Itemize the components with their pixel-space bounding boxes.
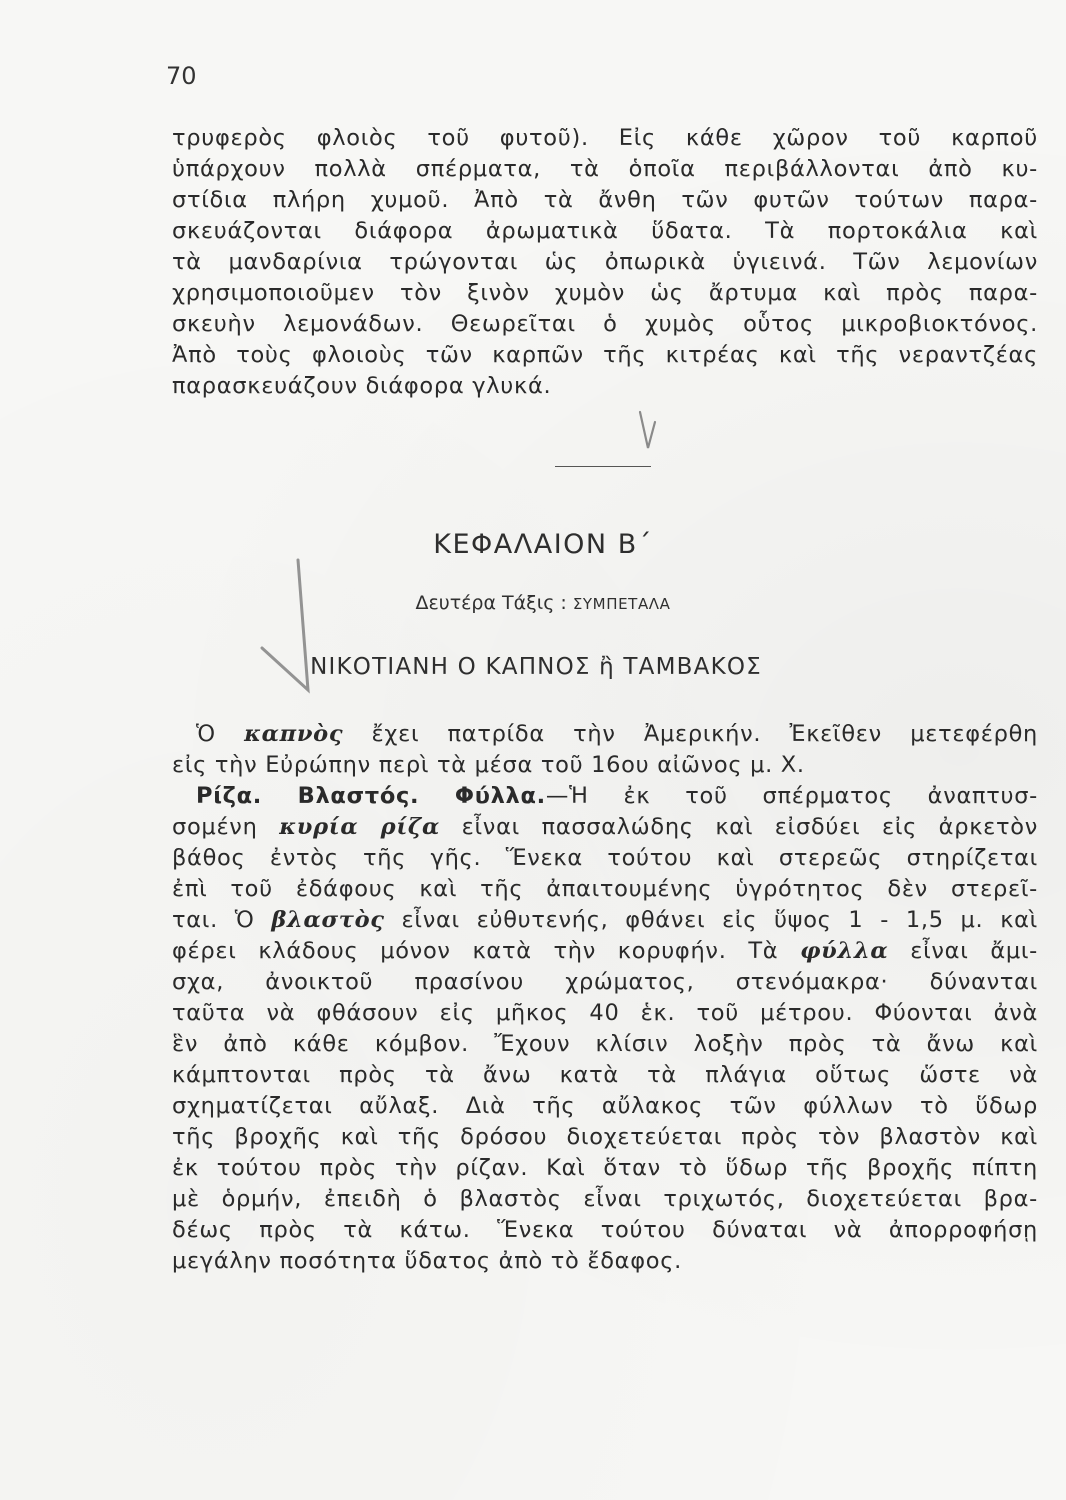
text-line: εἰς τὴν Εὐρώπην περὶ τὰ μέσα τοῦ 16ου αἰῶνος μ. Χ. (172, 752, 805, 778)
class-prefix: Δευτέρα Τάξις : (415, 592, 567, 614)
term-main-root: κυρία ρίζα (279, 814, 440, 840)
text-line: σκευάζονται διάφορα ἀρωματικὰ ὕδατα. Τὰ πορτοκάλια καὶ (172, 218, 1038, 244)
text-line (172, 812, 1038, 843)
text-run: φέρει κλάδους μόνον κατὰ τὴν κορυφήν. Τὰ (172, 938, 801, 964)
text-run: —Ἡ ἐκ τοῦ σπέρματος ἀναπτυσ- (545, 783, 1038, 809)
text-line (172, 936, 1038, 967)
text-line (172, 781, 1038, 812)
text-line (172, 719, 1038, 750)
text-line: τρυφερὸς φλοιὸς τοῦ φυτοῦ). Εἰς κάθε χῶρον τοῦ καρποῦ (172, 125, 1038, 151)
subheading-root-stem-leaves: Ρίζα. Βλαστός. Φύλλα. (196, 783, 546, 809)
text-run: Ὁ (196, 721, 245, 747)
class-subtitle (0, 592, 1066, 614)
text-line: παρασκευάζουν διάφορα γλυκά. (172, 373, 552, 399)
text-line: στίδια πλήρη χυμοῦ. Ἀπὸ τὰ ἄνθη τῶν φυτῶν τούτων παρα- (172, 187, 1038, 213)
paragraph-tobacco (172, 719, 1038, 1277)
text-line: σχα, ἀνοικτοῦ πρασίνου χρώματος, στενόμακρα· δύνανται (172, 969, 1038, 995)
term-stem: βλαστὸς (271, 907, 385, 933)
text-line (172, 905, 1038, 936)
text-line: ἐπὶ τοῦ ἐδάφους καὶ τῆς ἀπαιτουμένης ὑγρότητος δὲν στερεῖ- (172, 876, 1038, 902)
text-run: εἶναι ἄμι- (888, 938, 1038, 964)
text-line: ἐκ τούτου πρὸς τὴν ρίζαν. Καὶ ὅταν τὸ ὕδωρ τῆς βροχῆς πίπτη (172, 1155, 1038, 1181)
term-kapnos: καπνὸς (244, 721, 344, 747)
term-leaves: φύλλα (800, 938, 889, 964)
section-title: ΝΙΚΟΤΙΑΝΗ Ο ΚΑΠΝΟΣ ἢ ΤΑΜΒΑΚΟΣ (310, 654, 762, 680)
class-name: ΣΥΜΠΕΤΑΛΑ (572, 595, 671, 613)
text-line: κάμπτονται πρὸς τὰ ἄνω κατὰ τὰ πλάγια οὕτως ὥστε νὰ (172, 1062, 1038, 1088)
text-line: τὰ μανδαρίνια τρώγονται ὡς ὀπωρικὰ ὑγιεινά. Τῶν λεμονίων (172, 249, 1038, 275)
text-line: τῆς βροχῆς καὶ τῆς δρόσου διοχετεύεται πρὸς τὸν βλαστὸν καὶ (172, 1124, 1038, 1150)
text-line: ὑπάρχουν πολλὰ σπέρματα, τὰ ὁποῖα περιβάλλονται ἀπὸ κυ- (172, 156, 1038, 182)
text-line: σχηματίζεται αὔλαξ. Διὰ τῆς αὔλακος τῶν φύλλων τὸ ὕδωρ (172, 1093, 1038, 1119)
text-run: σομένη (172, 814, 280, 840)
pencil-check-small (640, 412, 655, 448)
text-run: ται. Ὁ (172, 907, 272, 933)
text-line: μεγάλην ποσότητα ὕδατος ἀπὸ τὸ ἔδαφος. (172, 1248, 682, 1274)
text-line: ταῦτα νὰ φθάσουν εἰς μῆκος 40 ἑκ. τοῦ μέτρου. Φύονται ἀνὰ (172, 1000, 1038, 1026)
text-line: χρησιμοποιοῦμεν τὸν ξινὸν χυμὸν ὡς ἄρτυμα καὶ πρὸς παρα- (172, 280, 1038, 306)
section-divider (555, 466, 651, 467)
chapter-title: ΚΕΦΑΛΑΙΟΝ Β΄ (433, 529, 653, 560)
page-number: 70 (166, 62, 197, 90)
text-line: βάθος ἐντὸς τῆς γῆς. Ἕνεκα τούτου καὶ στερεῶς στηρίζεται (172, 845, 1038, 871)
text-line: δέως πρὸς τὰ κάτω. Ἕνεκα τούτου δύναται νὰ ἀπορροφήσῃ (172, 1217, 1038, 1243)
text-run: εἶναι εὐθυτενής, φθάνει εἰς ὕψος 1 - 1,5 μ. καὶ (384, 907, 1038, 933)
text-line: μὲ ὁρμήν, ἐπειδὴ ὁ βλαστὸς εἶναι τριχωτός, διοχετεύεται βρα- (172, 1186, 1038, 1212)
text-run: ἔχει πατρίδα τὴν Ἀμερικήν. Ἐκεῖθεν μετεφέρθη (343, 721, 1039, 747)
text-line: σκευὴν λεμονάδων. Θεωρεῖται ὁ χυμὸς οὗτος μικροβιοκτόνος. (172, 311, 1038, 337)
text-line: Ἀπὸ τοὺς φλοιοὺς τῶν καρπῶν τῆς κιτρέας καὶ τῆς νεραντζέας (172, 342, 1038, 368)
text-run: εἶναι πασσαλώδης καὶ εἰσδύει εἰς ἀρκετὸν (439, 814, 1039, 840)
text-line: ἓν ἀπὸ κάθε κόμβον. Ἔχουν κλίσιν λοξὴν πρὸς τὰ ἄνω καὶ (172, 1031, 1038, 1057)
paragraph-citrus (172, 123, 1038, 402)
